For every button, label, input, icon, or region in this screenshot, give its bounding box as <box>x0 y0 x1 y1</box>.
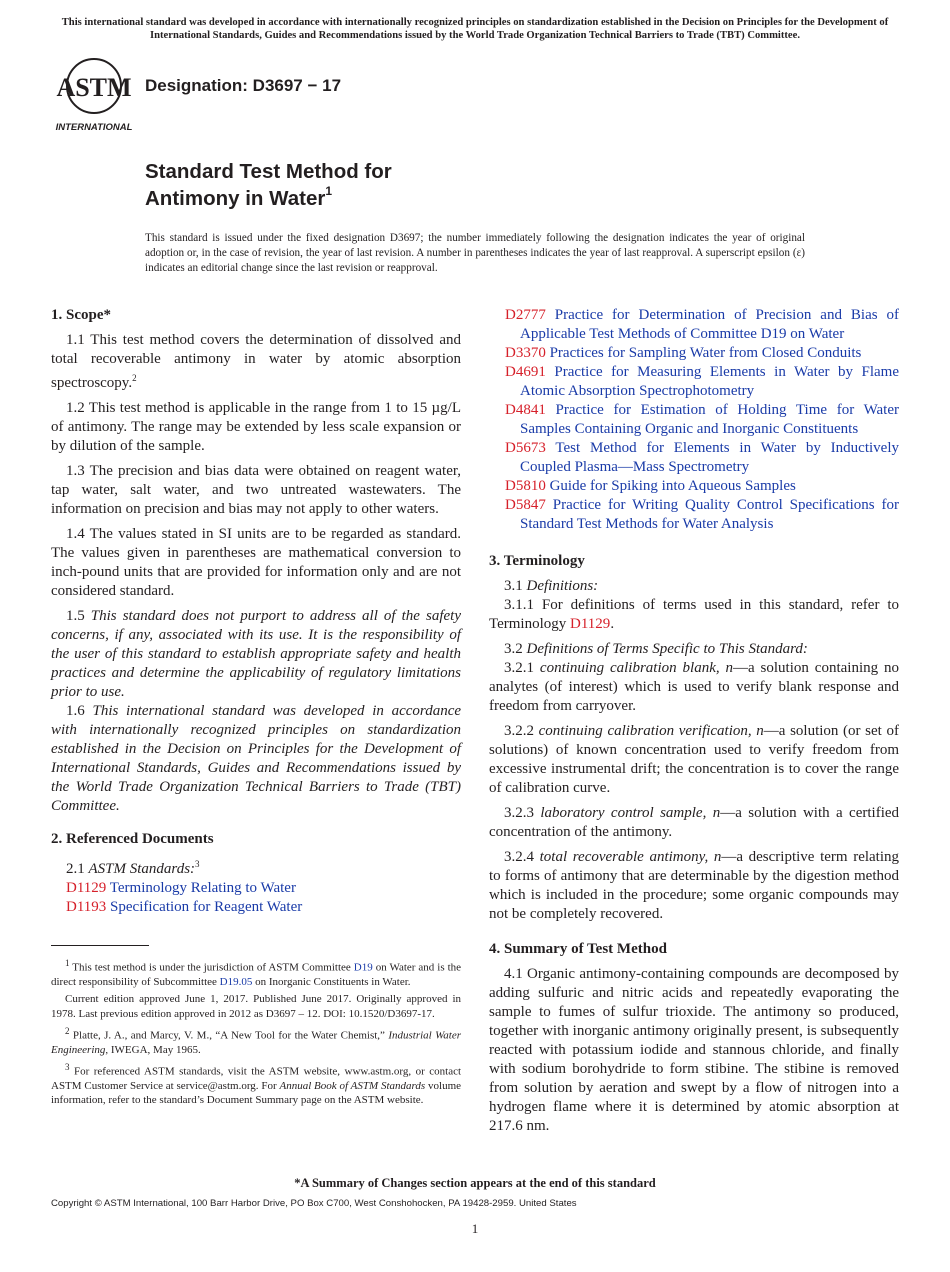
ref-code[interactable]: D3370 <box>505 345 546 361</box>
para-1-4: 1.4 The values stated in SI units are to be regarded as standard. The values given in parentheses are mathematical conversion to inch-pound units that are provided for information only and are not considered standard. <box>51 526 461 599</box>
ref-item[interactable] <box>489 306 899 344</box>
para-1-1 <box>51 331 461 393</box>
title-line-2-text: Antimony in Water <box>145 187 326 210</box>
para-3-2-num: 3.2 <box>504 641 523 657</box>
ref-item[interactable] <box>489 439 899 477</box>
footnote-1-mark: 1 <box>65 958 70 968</box>
footnote-2-mark: 2 <box>65 1025 70 1036</box>
ref-code[interactable]: D1129 <box>66 880 107 896</box>
para-3-1-num: 3.1 <box>504 578 523 594</box>
summary-of-changes-note: *A Summary of Changes section appears at the end of this standard <box>294 1176 656 1190</box>
term-name: continuing calibration verification, n <box>538 723 764 739</box>
para-1-6 <box>51 702 461 816</box>
ref-code[interactable]: D2777 <box>505 307 546 323</box>
footnote-3-text-b: volume information, refer to the standard’s Document Summary page on the ASTM website. <box>51 1080 462 1107</box>
para-2-1 <box>51 855 461 879</box>
para-1-2: 1.2 This test method is applicable in the range from 1 to 15 µg/L of antimony. The range may be extended by less scale expansion or by dilution of the sample. <box>51 400 461 454</box>
footnote-3-mark: 3 <box>65 1062 70 1073</box>
para-3-2-4-num: 3.2.4 <box>504 849 534 865</box>
left-column <box>51 306 461 917</box>
para-4-1: 4.1 Organic antimony-containing compounds are decomposed by adding sulfuric and nitric acids and repeatedly evaporating the sample to fumes of sulfur trioxide. The antimony so produced, together with inorganic antimony originally present, is subsequently reacted with potassium iodide and stannous chloride, and finally with sodium borohydride to form stibine. The stibine is removed from solution by aeration and swept by a flow of nitrogen into a hydrogen flame where it is determined by atomic absorption at 217.6 nm. <box>489 966 899 1134</box>
page-number: 1 <box>471 1221 479 1236</box>
para-3-2-1-num: 3.2.1 <box>504 660 534 676</box>
term-definition: —a solution (or set of solutions) of known concentration used to verify freedom from excessive instrumental drift; the concentration is to cover the range of calibration curve. <box>489 723 899 796</box>
ref-code[interactable]: D5847 <box>505 497 546 513</box>
footnotes <box>51 956 461 1111</box>
ref-item[interactable] <box>489 401 899 439</box>
para-3-2-2-num: 3.2.2 <box>504 723 534 739</box>
ref-title[interactable]: Practice for Determination of Precision and Bias of Applicable Test Methods of Committee D19 on Water <box>520 307 899 342</box>
ref-item[interactable] <box>489 496 899 534</box>
para-3-2-text: Definitions of Terms Specific to This Standard: <box>526 641 808 657</box>
footnote-1-text-b: on Water and is the direct responsibility of Subcommittee <box>51 961 462 988</box>
ref-title[interactable]: Terminology Relating to Water <box>109 880 296 896</box>
para-3-1-text: Definitions: <box>526 578 599 594</box>
footnote-2 <box>51 1024 461 1057</box>
term-definition: —a descriptive term relating to forms of antimony that are determinable by the digestion method which is included in the procedure; some organic compounds may not be completely recovered. <box>489 849 900 922</box>
terminology-link[interactable]: D1129 <box>570 616 611 632</box>
footnote-1 <box>51 956 461 989</box>
para-3-1-1-text: 3.1.1 For definitions of terms used in this standard, refer to Terminology <box>489 597 899 632</box>
ref-item[interactable] <box>489 477 899 496</box>
title-line-1: Standard Test Method for <box>145 160 392 183</box>
footnote-1-edition: Current edition approved June 1, 2017. Published June 2017. Originally approved in 1978. Last previous edition approved in 2012 as D3697 – 12. DOI: 10.1520/D3697-17. <box>51 993 461 1020</box>
para-3-2 <box>489 640 899 659</box>
ref-code[interactable]: D4691 <box>505 364 546 380</box>
footnote-3-text-a: For referenced ASTM standards, visit the ASTM website, www.astm.org, or contact ASTM Customer Service at service@astm.org. For <box>51 1065 462 1093</box>
ref-code[interactable]: D5673 <box>505 440 546 456</box>
designation: Designation: D3697 − 17 <box>145 76 342 95</box>
para-1-1-text: 1.1 This test method covers the determination of dissolved and total recoverable antimony in water by atomic absorption spectroscopy. <box>51 332 461 391</box>
para-1-6-num: 1.6 <box>66 703 85 719</box>
logo-subtext: INTERNATIONAL <box>55 122 133 133</box>
committee-link[interactable]: D19 <box>353 961 373 974</box>
para-3-2-2 <box>489 722 899 798</box>
ref-title[interactable]: Practices for Sampling Water from Closed Conduits <box>549 345 862 361</box>
ref-item[interactable] <box>489 344 899 363</box>
footnote-1-text-c: on Inorganic Constituents in Water. <box>255 975 411 988</box>
para-3-2-4 <box>489 848 899 924</box>
footnote-3-book: Annual Book of ASTM Standards <box>279 1080 426 1093</box>
footnote-ref-2[interactable]: 2 <box>132 373 137 383</box>
ref-title[interactable]: Guide for Spiking into Aqueous Samples <box>549 478 796 494</box>
ref-title[interactable]: Test Method for Elements in Water by Inductively Coupled Plasma—Mass Spectrometry <box>520 440 899 475</box>
ref-title[interactable]: Practice for Measuring Elements in Water by Flame Atomic Absorption Spectrophotometry <box>520 364 900 399</box>
para-3-2-3-num: 3.2.3 <box>504 805 534 821</box>
para-2-1-num: 2.1 <box>66 861 85 877</box>
para-3-2-3 <box>489 804 899 842</box>
footnote-1-text-a: This test method is under the jurisdiction of ASTM Committee <box>72 961 351 974</box>
ref-item[interactable] <box>51 898 461 917</box>
summary-heading: 4. Summary of Test Method <box>489 941 667 957</box>
ref-code[interactable]: D5810 <box>505 478 546 494</box>
para-3-1-1: 3.1.1 For definitions of terms used in this standard, refer to Terminology D1129. <box>489 597 899 632</box>
ref-code[interactable]: D4841 <box>505 402 546 418</box>
title-footnote-mark: 1 <box>325 184 333 198</box>
scope-heading: 1. Scope* <box>51 307 111 323</box>
term-definition: —a solution containing no analytes (of interest) which is used to verify blank response and freedom from carryover. <box>489 660 900 714</box>
ref-item[interactable] <box>51 879 461 898</box>
copyright: Copyright © ASTM International, 100 Barr Harbor Drive, PO Box C700, West Conshohocken, PA 19428-2959. United States <box>51 1198 577 1209</box>
astm-logo <box>52 56 136 136</box>
page-title <box>145 158 392 212</box>
footnote-ref-3[interactable]: 3 <box>195 859 200 869</box>
top-notice: This international standard was developed in accordance with internationally recognized principles on standardization established in the Decision on Principles for the Development of International Standards, Guides and Recommendations issued by the World Trade Organization Technical Barriers to Trade (TBT) Committee. <box>61 17 889 41</box>
right-column <box>489 306 899 1142</box>
term-name: continuing calibration blank, n <box>539 660 733 676</box>
ref-title[interactable]: Practice for Writing Quality Control Specifications for Standard Test Methods for Water Analysis <box>520 497 900 532</box>
logo-text: ASTM <box>56 73 132 102</box>
footnote-2-text-a: Platte, J. A., and Marcy, V. M., “A New Tool for the Water Chemist,” <box>72 1029 385 1042</box>
para-1-6-text: This international standard was developed in accordance with internationally recognized principles on standardization established in the Decision on Principles for the Development of International Standards, Guides and Recommendations issued by the World Trade Organization Technical Barriers to Trade (TBT) Committee. <box>51 703 462 814</box>
term-definition: —a solution with a certified concentration of the antimony. <box>489 805 900 840</box>
terminology-heading: 3. Terminology <box>489 553 585 569</box>
referenced-heading: 2. Referenced Documents <box>51 831 214 847</box>
footnote-3 <box>51 1060 461 1108</box>
footnote-2-journal: Industrial Water Engineering <box>51 1029 462 1056</box>
para-1-5-text: This standard does not purport to address all of the safety concerns, if any, associated with its use. It is the responsibility of the user of this standard to establish appropriate safety and health practices and determine the applicability of regulatory limitations prior to use. <box>51 608 461 700</box>
para-3-1 <box>489 577 899 596</box>
footnote-divider <box>51 945 149 946</box>
issue-note: This standard is issued under the fixed designation D3697; the number immediately following the designation indicates the year of original adoption or, in the case of revision, the year of last revision. A number in parentheses indicates the year of last reapproval. A superscript epsilon (ε) indicates an editorial change since the last revision or reapproval. <box>145 232 805 274</box>
ref-title[interactable]: Specification for Reagent Water <box>110 899 303 915</box>
footnote-2-text-b: , IWEGA, May 1965. <box>105 1043 201 1056</box>
para-1-5 <box>51 607 461 702</box>
para-3-2-1 <box>489 659 899 716</box>
para-1-5-num: 1.5 <box>66 608 85 624</box>
term-name: laboratory control sample, n <box>540 805 721 821</box>
subcommittee-link[interactable]: D19.05 <box>219 975 253 988</box>
ref-code[interactable]: D1193 <box>66 899 107 915</box>
term-name: total recoverable antimony, n <box>539 849 722 865</box>
ref-item[interactable] <box>489 363 899 401</box>
para-1-3: 1.3 The precision and bias data were obtained on reagent water, tap water, salt water, and two untreated wastewaters. The information on precision and bias may not apply to other waters. <box>51 463 461 517</box>
para-2-1-text: ASTM Standards: <box>88 861 196 877</box>
ref-title[interactable]: Practice for Estimation of Holding Time for Water Samples Containing Organic and Inorganic Constituents <box>520 402 900 437</box>
title-line-2 <box>145 185 392 212</box>
